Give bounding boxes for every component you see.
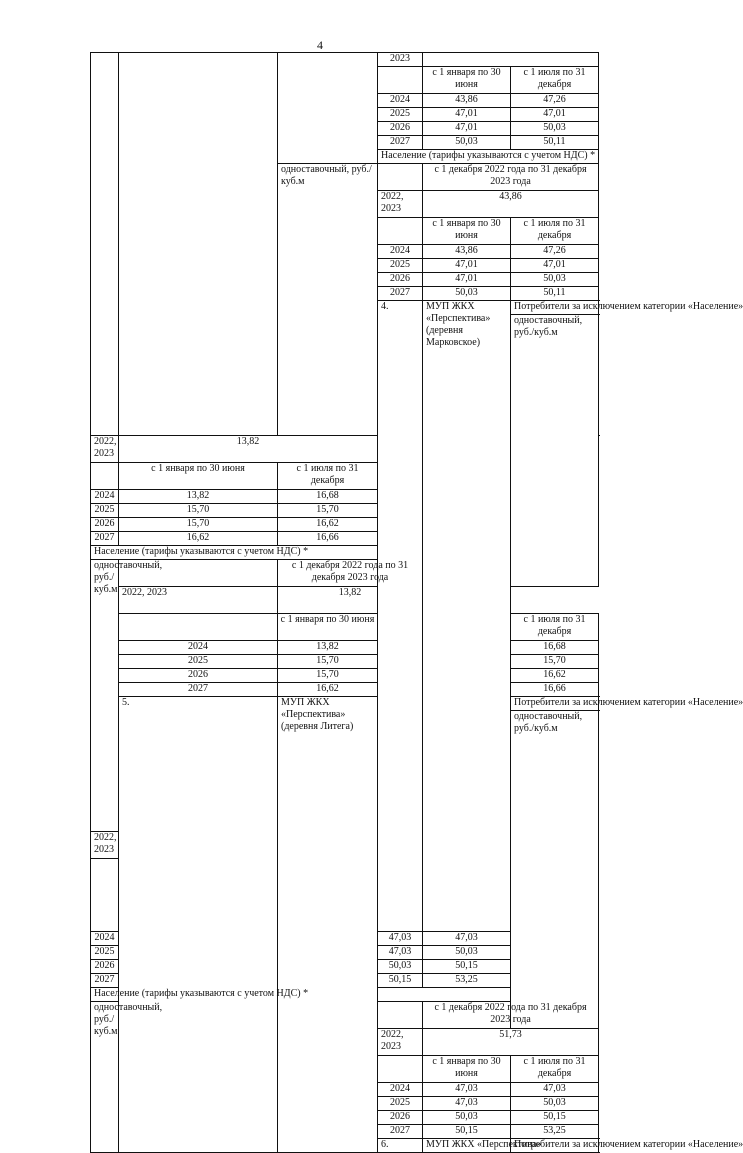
value-cell: 15,70 bbox=[511, 655, 599, 669]
value-cell: 50,03 bbox=[378, 960, 423, 974]
year-cell: 2024 bbox=[119, 641, 278, 655]
tariff-type-cell: одноставочный, руб./куб.м bbox=[91, 560, 119, 832]
year-cell bbox=[119, 614, 278, 641]
year-cell: 2026 bbox=[91, 518, 119, 532]
organization-cell bbox=[119, 53, 278, 436]
value-cell: 15,70 bbox=[119, 504, 278, 518]
value-cell: 50,03 bbox=[423, 1111, 511, 1125]
value-cell: 50,11 bbox=[511, 136, 599, 150]
year-cell: 2025 bbox=[119, 655, 278, 669]
half-year-header: с 1 июля по 31 декабря bbox=[511, 218, 599, 245]
value-cell: 53,25 bbox=[423, 974, 511, 988]
value-cell: 16,66 bbox=[511, 683, 599, 697]
value-cell: 47,01 bbox=[423, 108, 511, 122]
year-cell bbox=[378, 1002, 423, 1029]
group-header: Потребители за исключением категории «Население» bbox=[511, 1139, 599, 1153]
half-year-header: с 1 июля по 31 декабря bbox=[511, 614, 599, 641]
value-cell: 47,01 bbox=[423, 122, 511, 136]
value-cell: 50,15 bbox=[511, 1111, 599, 1125]
group-header: Потребители за исключением категории «Население» bbox=[511, 697, 599, 711]
year-cell: 2027 bbox=[119, 683, 278, 697]
base-value-cell: 13,82 bbox=[278, 587, 423, 614]
tariff-type-cell bbox=[278, 53, 378, 164]
base-value-cell: 13,82 bbox=[119, 436, 378, 463]
year-cell: 2025 bbox=[378, 108, 423, 122]
year-cell: 2025 bbox=[91, 504, 119, 518]
value-cell: 50,15 bbox=[423, 960, 511, 974]
value-cell: 16,68 bbox=[511, 641, 599, 655]
year-cell: 2025 bbox=[378, 259, 423, 273]
value-cell: 50,03 bbox=[511, 273, 599, 287]
value-cell: 16,66 bbox=[278, 532, 378, 546]
value-cell: 15,70 bbox=[278, 504, 378, 518]
table-row bbox=[91, 683, 599, 697]
value-cell: 47,01 bbox=[511, 259, 599, 273]
value-cell: 50,03 bbox=[423, 287, 511, 301]
value-cell: 50,03 bbox=[423, 136, 511, 150]
table-row bbox=[91, 614, 599, 641]
tariff-table bbox=[90, 52, 743, 1153]
half-year-header: с 1 января по 30 июня bbox=[119, 463, 278, 490]
year-cell: 2024 bbox=[378, 1083, 423, 1097]
table-row bbox=[91, 587, 599, 614]
value-cell: 47,03 bbox=[423, 1097, 511, 1111]
value-cell: 50,03 bbox=[423, 946, 511, 960]
year-cell: 2022, 2023 bbox=[91, 832, 119, 859]
value-cell: 53,25 bbox=[511, 1125, 599, 1139]
year-cell bbox=[91, 463, 119, 490]
value-cell: 47,03 bbox=[378, 932, 423, 946]
year-cell: 2027 bbox=[378, 287, 423, 301]
group-header: Население (тарифы указываются с учетом НДС) * bbox=[378, 150, 599, 164]
year-cell: 2024 bbox=[91, 490, 119, 504]
year-cell: 2022, 2023 bbox=[91, 436, 119, 463]
year-cell bbox=[91, 859, 119, 932]
year-cell: 2027 bbox=[91, 974, 119, 988]
half-year-header: с 1 июля по 31 декабря bbox=[511, 1056, 599, 1083]
table-row bbox=[91, 697, 599, 711]
value-cell: 50,03 bbox=[511, 1097, 599, 1111]
table-row bbox=[91, 641, 599, 655]
organization-cell: МУП ЖКХ «Перспектива» (деревня Марковское) bbox=[423, 301, 511, 932]
year-cell bbox=[378, 164, 423, 191]
year-cell: 2022, 2023 bbox=[119, 587, 278, 614]
year-cell: 2027 bbox=[91, 532, 119, 546]
tariff-type-cell: одноставочный, руб./куб.м bbox=[511, 711, 599, 1029]
value-cell: 16,62 bbox=[511, 669, 599, 683]
value-cell: 13,82 bbox=[119, 490, 278, 504]
row-number-cell: 5. bbox=[119, 697, 278, 1153]
row-number-cell: 4. bbox=[378, 301, 423, 932]
tariff-type-cell: одноставочный, руб./куб.м bbox=[91, 1002, 119, 1153]
year-cell: 2026 bbox=[378, 122, 423, 136]
value-cell: 47,26 bbox=[511, 245, 599, 259]
value-cell: 47,01 bbox=[423, 273, 511, 287]
value-cell: 47,26 bbox=[511, 94, 599, 108]
tariff-type-cell: одноставочный, руб./куб.м bbox=[511, 315, 599, 587]
organization-cell: МУП ЖКХ «Перспектива» (деревня Литега) bbox=[278, 697, 378, 1153]
year-cell: 2024 bbox=[378, 94, 423, 108]
value-cell: 43,86 bbox=[423, 245, 511, 259]
year-cell: 2025 bbox=[91, 946, 119, 960]
year-cell: 2023 bbox=[378, 53, 423, 67]
half-year-header: с 1 июля по 31 декабря bbox=[278, 463, 378, 490]
value-cell: 47,03 bbox=[423, 932, 511, 946]
year-cell bbox=[378, 67, 423, 94]
base-value-cell: 43,86 bbox=[423, 191, 599, 218]
value-cell: 47,01 bbox=[511, 108, 599, 122]
value-cell: 47,03 bbox=[423, 1083, 511, 1097]
half-year-header: с 1 января по 30 июня bbox=[278, 614, 378, 641]
year-cell bbox=[378, 1056, 423, 1083]
period-header: с 1 декабря 2022 года по 31 декабря 2023 года bbox=[278, 560, 423, 587]
group-header: Население (тарифы указываются с учетом НДС) * bbox=[91, 546, 378, 560]
year-cell: 2026 bbox=[378, 1111, 423, 1125]
year-cell: 2022, 2023 bbox=[378, 1029, 423, 1056]
value-cell: 50,03 bbox=[511, 122, 599, 136]
year-cell bbox=[378, 218, 423, 245]
table-row bbox=[91, 669, 599, 683]
organization-cell: МУП ЖКХ «Перспектива» bbox=[423, 1139, 511, 1153]
year-cell: 2027 bbox=[378, 1125, 423, 1139]
value-cell: 15,70 bbox=[278, 669, 378, 683]
year-cell: 2026 bbox=[91, 960, 119, 974]
year-cell: 2024 bbox=[378, 245, 423, 259]
year-cell: 2026 bbox=[378, 273, 423, 287]
group-header: Потребители за исключением категории «Население» bbox=[511, 301, 599, 315]
table-row bbox=[91, 655, 599, 669]
value-cell: 47,03 bbox=[511, 1083, 599, 1097]
value-cell: 50,15 bbox=[423, 1125, 511, 1139]
half-year-header: с 1 января по 30 июня bbox=[423, 1056, 511, 1083]
row-number-cell bbox=[91, 53, 119, 436]
value-cell: 13,82 bbox=[278, 641, 378, 655]
value-cell: 16,68 bbox=[278, 490, 378, 504]
value-cell: 43,86 bbox=[423, 94, 511, 108]
value-cell: 50,11 bbox=[511, 287, 599, 301]
value-cell: 47,01 bbox=[423, 259, 511, 273]
row-number-cell: 6. bbox=[378, 1139, 423, 1153]
value-cell: 15,70 bbox=[278, 655, 378, 669]
year-cell: 2024 bbox=[91, 932, 119, 946]
year-cell: 2027 bbox=[378, 136, 423, 150]
value-cell: 16,62 bbox=[119, 532, 278, 546]
period-header: с 1 декабря 2022 года по 31 декабря 2023 года bbox=[423, 1002, 599, 1029]
half-year-header: с 1 января по 30 июня bbox=[423, 218, 511, 245]
group-header: Население (тарифы указываются с учетом НДС) * bbox=[91, 988, 378, 1002]
half-year-header: с 1 января по 30 июня bbox=[423, 67, 511, 94]
value-cell bbox=[423, 53, 599, 67]
value-cell: 15,70 bbox=[119, 518, 278, 532]
year-cell: 2026 bbox=[119, 669, 278, 683]
period-header: с 1 декабря 2022 года по 31 декабря 2023 года bbox=[423, 164, 599, 191]
year-cell: 2022, 2023 bbox=[378, 191, 423, 218]
half-year-header: с 1 июля по 31 декабря bbox=[511, 67, 599, 94]
year-cell: 2025 bbox=[378, 1097, 423, 1111]
value-cell: 50,15 bbox=[378, 974, 423, 988]
value-cell: 16,62 bbox=[278, 683, 378, 697]
table-row bbox=[91, 53, 599, 67]
base-value-cell: 51,73 bbox=[423, 1029, 599, 1056]
value-cell: 47,03 bbox=[378, 946, 423, 960]
page-number: 4 bbox=[317, 38, 323, 52]
tariff-type-cell: одноставочный, руб./куб.м bbox=[278, 164, 378, 436]
value-cell: 16,62 bbox=[278, 518, 378, 532]
